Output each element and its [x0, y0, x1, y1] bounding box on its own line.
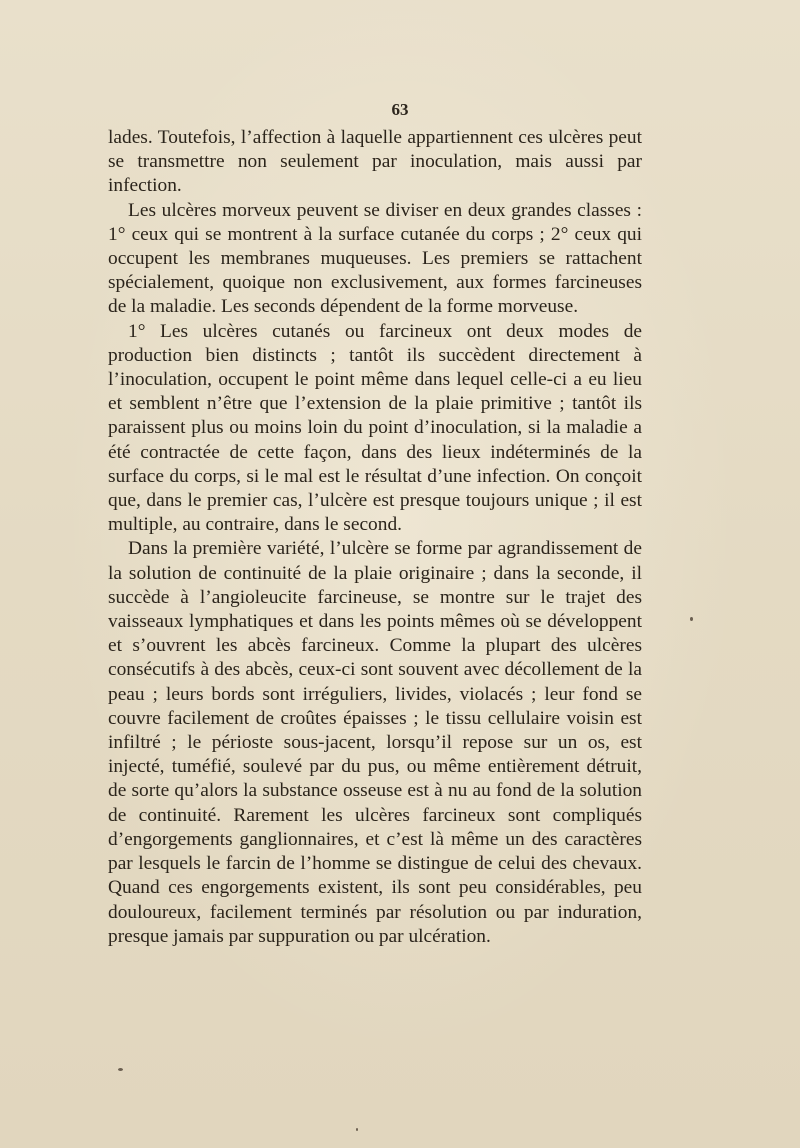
body-text [108, 126, 642, 949]
paragraph-4: Dans la première variété, l’ulcère se forme par agrandissement de la solution de continuité de la plaie originaire ; dans la seconde, il succède à l’angioleucite farcineuse, se montre sur le trajet des vaisseaux lymphatiques et dans les points mêmes où se développent et s’ouvrent les abcès farcineux. Comme la plupart des ulcères consécutifs à des abcès, ceux-ci sont souvent avec décollement de la peau ; leurs bords sont irréguliers, livides, violacés ; leur fond se couvre facilement de croûtes épaisses ; le tissu cellulaire voisin est infiltré ; le périoste sous-jacent, lorsqu’il repose sur un os, est injecté, tuméfié, soulevé par du pus, ou même entièrement détruit, de sorte qu’alors la substance osseuse est à nu au fond de la solution de continuité. Rarement les ulcères farcineux sont compliqués d’engorgements ganglionnaires, et c’est là même un des caractères par lesquels le farcin de l’homme se distingue de celui des chevaux. Quand ces engorgements existent, ils sont peu considérables, peu douloureux, facilement terminés par résolution ou par induration, presque jamais par suppuration ou par ulcération. [108, 538, 642, 947]
paper-speck [356, 1128, 358, 1131]
paragraph-2: Les ulcères morveux peuvent se diviser en deux grandes classes : 1° ceux qui se montrent à la surface cutanée du corps ; 2° ceux qui occupent les membranes muqueuses. Les premiers se rattachent spécialement, quoique non exclusivement, aux formes farcineuses de la maladie. Les seconds dépendent de la forme morveuse. [108, 199, 642, 318]
paper-speck [690, 617, 693, 621]
paragraph-3: 1° Les ulcères cutanés ou farcineux ont deux modes de production bien distincts ; tantôt ils succèdent directement à l’inoculation, occupent le point même dans lequel celle-ci a eu lieu et semblent n’être que l’extension de la plaie primitive ; tantôt ils paraissent plus ou moins loin du point d’inoculation, si la maladie a été contractée de cette façon, dans des lieux indéterminés de la surface du corps, si le mal est le résultat d’une infection. On conçoit que, dans le premier cas, l’ulcère est presque toujours unique ; il est multiple, au contraire, dans le second. [108, 320, 642, 536]
paragraph-1: lades. Toutefois, l’affection à laquelle appartiennent ces ulcères peut se transmettre non seulement par inoculation, mais aussi par infection. [108, 127, 642, 197]
paper-speck [118, 1068, 123, 1071]
page-number: 63 [391, 100, 409, 119]
